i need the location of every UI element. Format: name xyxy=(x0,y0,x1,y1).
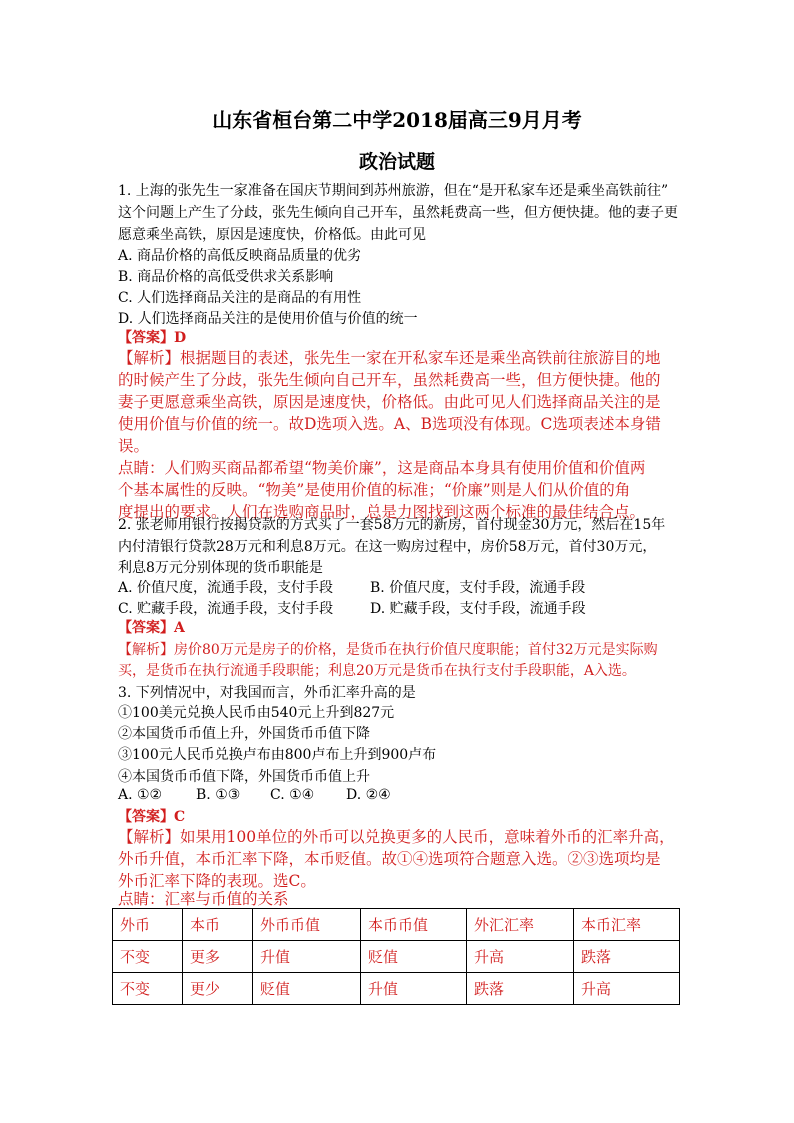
q2-option-d: D. 贮藏手段，支付手段，流通手段 xyxy=(370,601,586,617)
q1-tip-line: 点睛：人们购买商品都希望“物美价廉”，这是商品本身具有使用价值和价值两 xyxy=(118,459,646,477)
table-cell: 更少 xyxy=(183,973,253,1005)
table-header-cell: 外币币值 xyxy=(253,909,361,941)
table-cell: 跌落 xyxy=(467,973,574,1005)
q1-stem-line: 1. 上海的张先生一家准备在国庆节期间到苏州旅游，但在“是开私家车还是乘坐高铁前往” xyxy=(118,183,669,199)
q1-analysis-line: 妻子更愿意乘坐高铁，原因是速度快，价格低。由此可见人们选择商品关注的是 xyxy=(118,393,661,411)
q3-item-1: ①100美元兑换人民币由540元上升到827元 xyxy=(118,705,395,721)
q3-item-4: ④本国货币币值下降，外国货币币值上升 xyxy=(118,769,370,785)
table-header-cell: 本币汇率 xyxy=(574,909,680,941)
q1-option-d: D. 人们选择商品关注的是使用价值与价值的统一 xyxy=(118,311,418,327)
q1-tip-line: 度提出的要求。人们在选购商品时，总是力图找到这两个标准的最佳结合点。 xyxy=(118,503,646,521)
q1-stem-line: 这个问题上产生了分歧，张先生倾向自己开车，虽然耗费高一些，但方便快捷。他的妻子更 xyxy=(118,205,678,221)
q2-analysis-line: 【解析】房价80万元是房子的价格，是货币在执行价值尺度职能；首付32万元是实际购 xyxy=(118,642,658,658)
q3-analysis-line: 外币汇率下降的表现。选C。 xyxy=(118,872,316,890)
q2-option-b: B. 价值尺度，支付手段，流通手段 xyxy=(370,580,586,596)
q3-choice-a: A. ①② xyxy=(118,787,163,803)
q3-analysis-line: 【解析】如果用100单位的外币可以兑换更多的人民币，意味着外币的汇率升高， xyxy=(118,828,675,846)
q2-stem-line: 内付清银行贷款28万元和利息8万元。在这一购房过程中，房价58万元，首付30万元， xyxy=(118,539,657,555)
q3-stem: 3. 下列情况中，对我国而言，外币汇率升高的是 xyxy=(118,685,416,701)
table-header-cell: 本币币值 xyxy=(361,909,467,941)
q1-analysis-line: 使用价值与价值的统一。故D选项入选。A、B选项没有体现。C选项表述本身错 xyxy=(118,415,661,433)
table-cell: 升高 xyxy=(574,973,680,1005)
q3-item-2: ②本国货币币值上升，外国货币币值下降 xyxy=(118,726,370,742)
table-cell: 跌落 xyxy=(574,941,680,973)
table-cell: 升值 xyxy=(361,973,467,1005)
exam-subject: 政治试题 xyxy=(358,151,435,173)
q1-option-b: B. 商品价格的高低受供求关系影响 xyxy=(118,269,334,285)
q1-option-c: C. 人们选择商品关注的是商品的有用性 xyxy=(118,290,362,306)
table-header-cell: 外币 xyxy=(113,909,183,941)
q3-choice-d: D. ②④ xyxy=(346,787,391,803)
q2-option-a: A. 价值尺度，流通手段，支付手段 xyxy=(118,580,334,596)
table-row xyxy=(113,973,680,1005)
q3-analysis-line: 外币升值，本币汇率下降，本币贬值。故①④选项符合题意入选。②③选项均是 xyxy=(118,850,661,868)
table-cell: 不变 xyxy=(113,973,183,1005)
table-cell: 贬值 xyxy=(253,973,361,1005)
q3-item-3: ③100元人民币兑换卢布由800卢布上升到900卢布 xyxy=(118,747,437,763)
table-header-cell: 本币 xyxy=(183,909,253,941)
q2-analysis-line: 买，是货币在执行流通手段职能；利息20万元是货币在执行支付手段职能，A入选。 xyxy=(118,663,636,679)
table-cell: 不变 xyxy=(113,941,183,973)
q3-tip: 点睛：汇率与币值的关系 xyxy=(118,890,289,908)
q3-answer: 【答案】C xyxy=(118,809,186,825)
q3-choice-b: B. ①③ xyxy=(196,787,241,803)
q3-choice-c: C. ①④ xyxy=(270,787,315,803)
q2-answer: 【答案】A xyxy=(118,620,185,636)
exam-title: 山东省桓台第二中学2018届高三9月月考 xyxy=(212,108,582,132)
q1-option-a: A. 商品价格的高低反映商品质量的优劣 xyxy=(118,248,362,264)
q1-stem-line: 愿意乘坐高铁，原因是速度快，价格低。由此可见 xyxy=(118,227,426,243)
table-cell: 升高 xyxy=(467,941,574,973)
table-cell: 升值 xyxy=(253,941,361,973)
table-cell: 贬值 xyxy=(361,941,467,973)
q2-option-c: C. 贮藏手段，流通手段，支付手段 xyxy=(118,601,334,617)
exchange-rate-table xyxy=(112,908,680,1005)
q2-stem-line: 利息8万元分别体现的货币职能是 xyxy=(118,560,323,576)
q1-answer: 【答案】D xyxy=(118,330,187,346)
q1-analysis-line: 的时候产生了分歧，张先生倾向自己开车，虽然耗费高一些，但方便快捷。他的 xyxy=(118,371,661,389)
table-header-cell: 外汇汇率 xyxy=(467,909,574,941)
table-header-row xyxy=(113,909,680,941)
q1-analysis-line: 【解析】根据题目的表述，张先生一家在开私家车还是乘坐高铁前往旅游目的地 xyxy=(118,349,661,367)
table-row xyxy=(113,941,680,973)
q1-tip-line: 个基本属性的反映。“物美”是使用价值的标准；“价廉”则是人们从价值的角 xyxy=(118,481,631,499)
q1-analysis-line: 误。 xyxy=(118,437,150,455)
q2-stem-line: 2. 张老师用银行按揭贷款的方式买了一套58万元的新房，首付现金30万元，然后在15年 xyxy=(118,517,666,533)
table-cell: 更多 xyxy=(183,941,253,973)
